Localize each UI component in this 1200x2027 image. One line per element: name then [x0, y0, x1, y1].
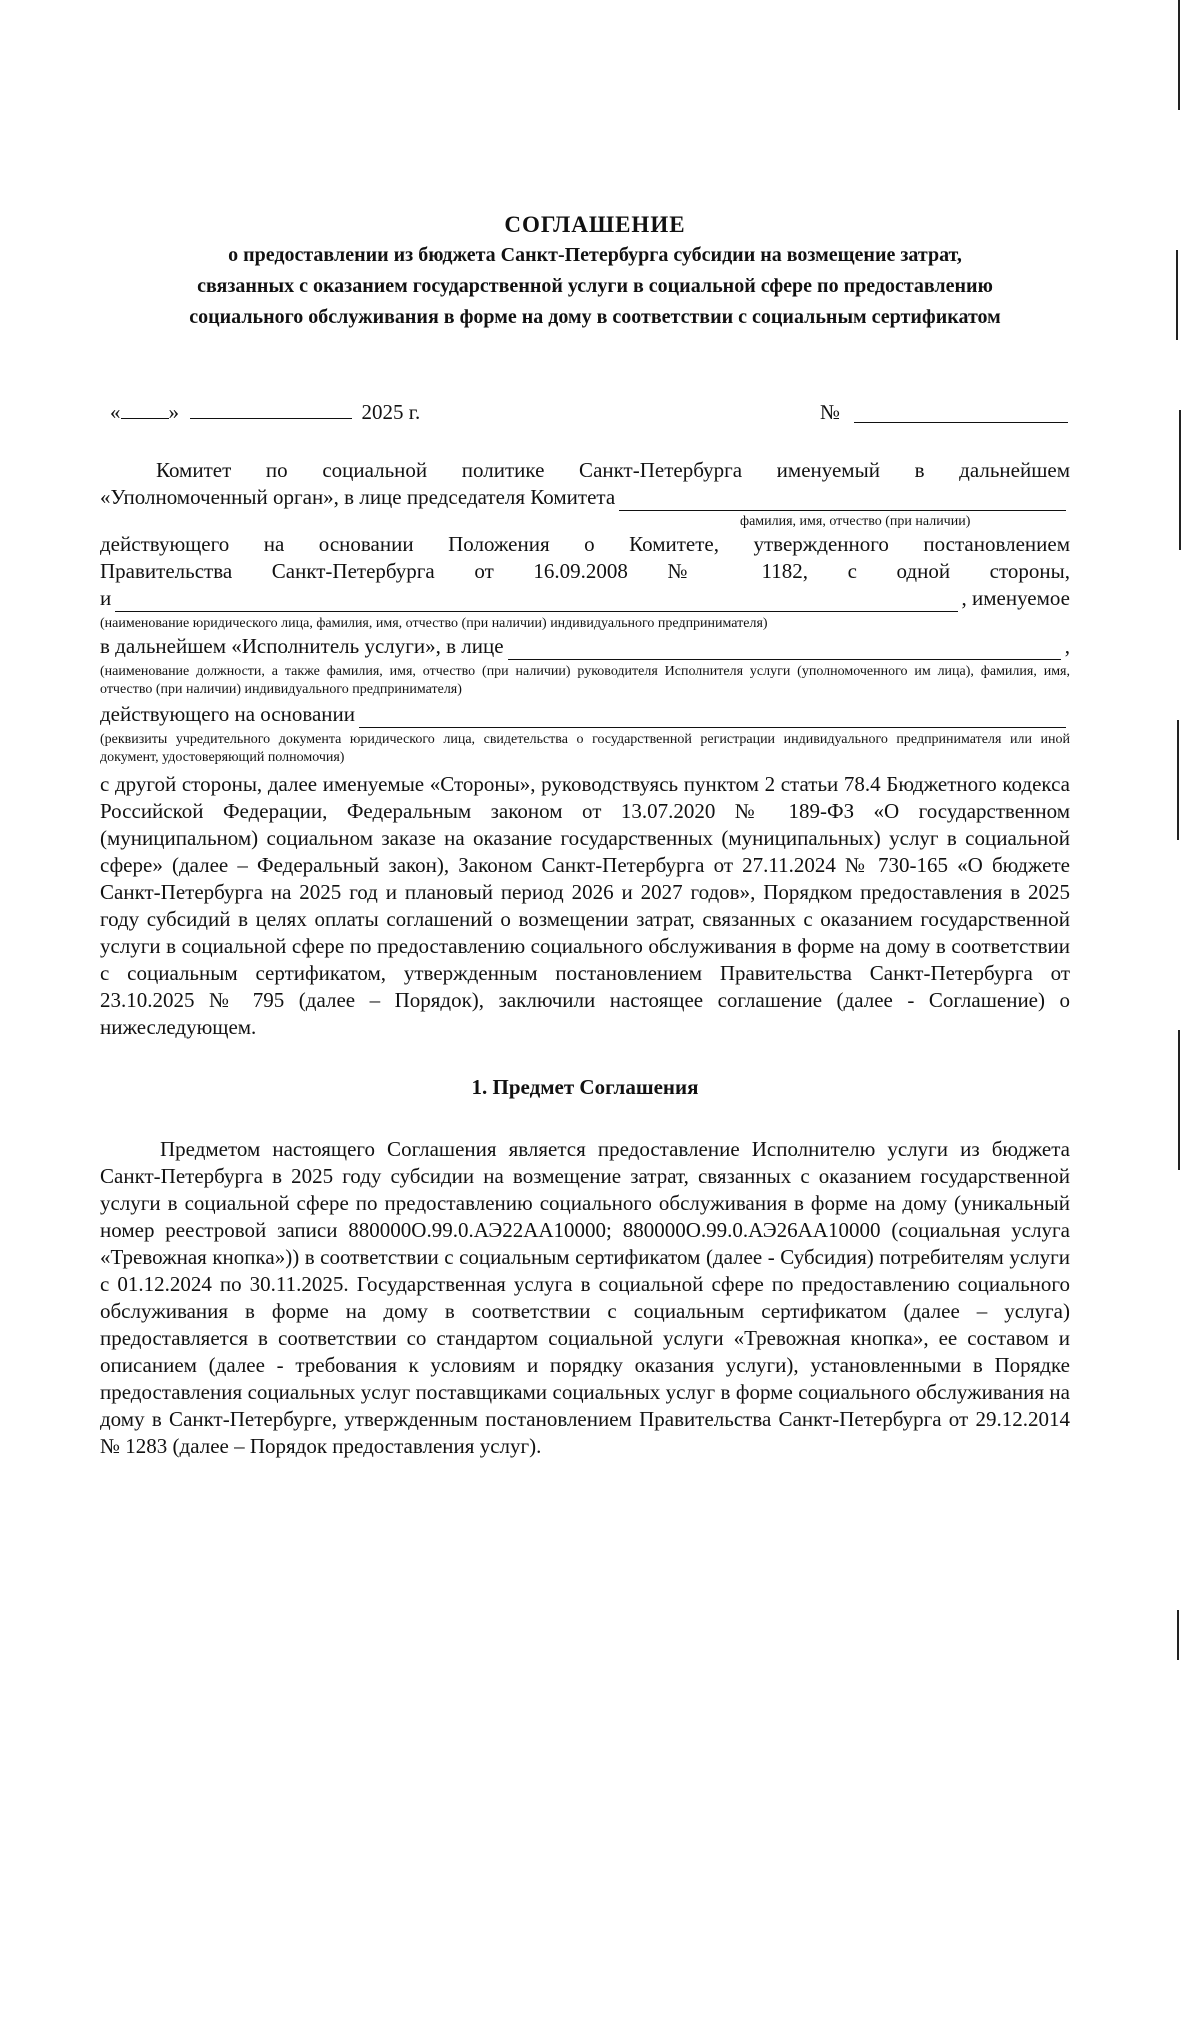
preamble-line	[100, 457, 1070, 484]
representative-field[interactable]	[508, 639, 1061, 660]
section-body: Предметом настоящего Соглашения является предоставление Исполнителю услуги из бюджета Санкт-Петербурга в 2025 году субсидии на возмещение затрат, связанных с оказанием государственной услуги в социальной сфере по предоставлению социального обслуживания в форме на дому (уникальный номер реестровой записи 880000О.99.0.АЭ22АА10000; 880000О.99.0.АЭ26АА10000 (социальная услуга «Тревожная кнопка»)) в соответствии с социальным сертификатом (далее - Субсидия) потребителям услуги с 01.12.2024 по 30.11.2025. Государственная услуга в социальной сфере по предоставлению социального обслуживания в форме на дому в соответствии с социальным сертификатом (далее – услуга) предоставляется в соответствии со стандартом социальной услуги «Тревожная кнопка», ее составом и описанием (далее - требования к условиям и порядку оказания услуги), установленными в Порядке предоставления социальных услуг поставщиками социальных услуг в форме социального обслуживания на дому в Санкт-Петербурге, утвержденным постановлением Правительства Санкт-Петербурга от 29.12.2014 № 1283 (далее – Порядок предоставления услуг).	[100, 1137, 1070, 1458]
head-note: (наименование должности, а также фамилия, имя, отчество (при наличии) руководителя Исполнителя услуги (уполномоченного им лица), фамилия, имя, отчество (при наличии) индивидуального предпринимателя)	[100, 664, 1070, 697]
preamble-line-basis	[100, 701, 1070, 728]
basis-doc-field[interactable]	[359, 707, 1066, 728]
docs-note: (реквизиты учредительного документа юридического лица, свидетельства о государственной регистрации индивидуального предпринимателя или иной документ, удостоверяющий полномочия)	[100, 732, 1070, 765]
preamble-line	[100, 531, 1070, 558]
scan-edge-line	[1178, 0, 1180, 110]
scan-edge-line	[1178, 1030, 1180, 1170]
number-field[interactable]	[854, 404, 1068, 423]
date-year: 2025 г.	[361, 400, 421, 424]
org-note: (наименование юридического лица, фамилия, имя, отчество (при наличии) индивидуального предпринимателя)	[100, 616, 768, 631]
preamble-text: и	[100, 586, 112, 610]
document-subtitle	[100, 240, 1090, 333]
preamble-line-contractor	[100, 585, 1070, 612]
section-1	[100, 1075, 1070, 1460]
chairman-name-field[interactable]	[619, 490, 1066, 511]
document-header	[100, 210, 1090, 333]
preamble-text: действующего на основании	[100, 702, 356, 726]
preamble-text: в дальнейшем «Исполнитель услуги», в лице	[100, 634, 504, 658]
contractor-name-field[interactable]	[115, 591, 957, 612]
preamble-body: с другой стороны, далее именуемые «Стороны», руководствуясь пунктом 2 статьи 78.4 Бюджетного кодекса Российской Федерации, Федеральным законом от 13.07.2020 № 189-ФЗ «О государственном (муниципальном) социальном заказе на оказание государственных (муниципальных) услуг в социальной сфере» (далее – Федеральный закон), Законом Санкт-Петербурга от 27.11.2024 № 730-165 «О бюджете Санкт-Петербурга на 2025 год и плановый период 2026 и 2027 годов», Порядком предоставления в 2025 году субсидий в целях оплаты соглашений о возмещении затрат, связанных с оказанием государственной услуги в социальной сфере по предоставлению социального обслуживания в форме на дому в соответствии с социальным сертификатом, утвержденным постановлением Правительства Санкт-Петербурга от 23.10.2025 № 795 (далее – Порядок), заключили настоящее соглашение (далее - Соглашение) о нижеследующем.	[100, 772, 1070, 1039]
date-month-field[interactable]	[190, 400, 352, 419]
preamble-text: ,	[1064, 634, 1070, 658]
subtitle-line: о предоставлении из бюджета Санкт-Петербурга субсидии на возмещение затрат,	[228, 244, 962, 266]
preamble-line-representative	[100, 633, 1070, 660]
date-number-row	[110, 399, 1090, 429]
preamble-text: Правительства Санкт-Петербурга от 16.09.2008 № 1182, с одной стороны,	[100, 559, 1070, 583]
scan-edge-line	[1177, 720, 1179, 840]
subtitle-line: социального обслуживания в форме на дому в соответствии с социальным сертификатом	[189, 306, 1001, 328]
date-close-quote: »	[168, 400, 179, 424]
preamble-text: действующего на основании Положения о Комитете, утвержденного постановлением	[100, 532, 1070, 556]
document-title: СОГЛАШЕНИЕ	[504, 212, 686, 237]
preamble-text: Комитет по социальной политике Санкт-Петербурга именуемый в дальнейшем	[156, 458, 1070, 482]
preamble-line	[100, 558, 1070, 585]
date-open-quote: «	[110, 400, 121, 424]
preamble-text: «Уполномоченный орган», в лице председателя Комитета	[100, 485, 616, 509]
scan-edge-line	[1177, 1610, 1179, 1660]
preamble-line-authority	[100, 484, 1070, 511]
section-heading: 1. Предмет Соглашения	[471, 1075, 699, 1099]
date-day-field[interactable]	[121, 400, 169, 419]
document-page	[100, 210, 1090, 1460]
subtitle-line: связанных с оказанием государственной услуги в социальной сфере по предоставлению	[197, 275, 993, 297]
number-label: №	[820, 400, 841, 424]
preamble	[100, 457, 1070, 1041]
scan-edge-line	[1179, 410, 1181, 550]
fio-note: фамилия, имя, отчество (при наличии)	[740, 514, 971, 529]
scan-edge-line	[1176, 250, 1178, 340]
preamble-text: , именуемое	[961, 586, 1070, 610]
